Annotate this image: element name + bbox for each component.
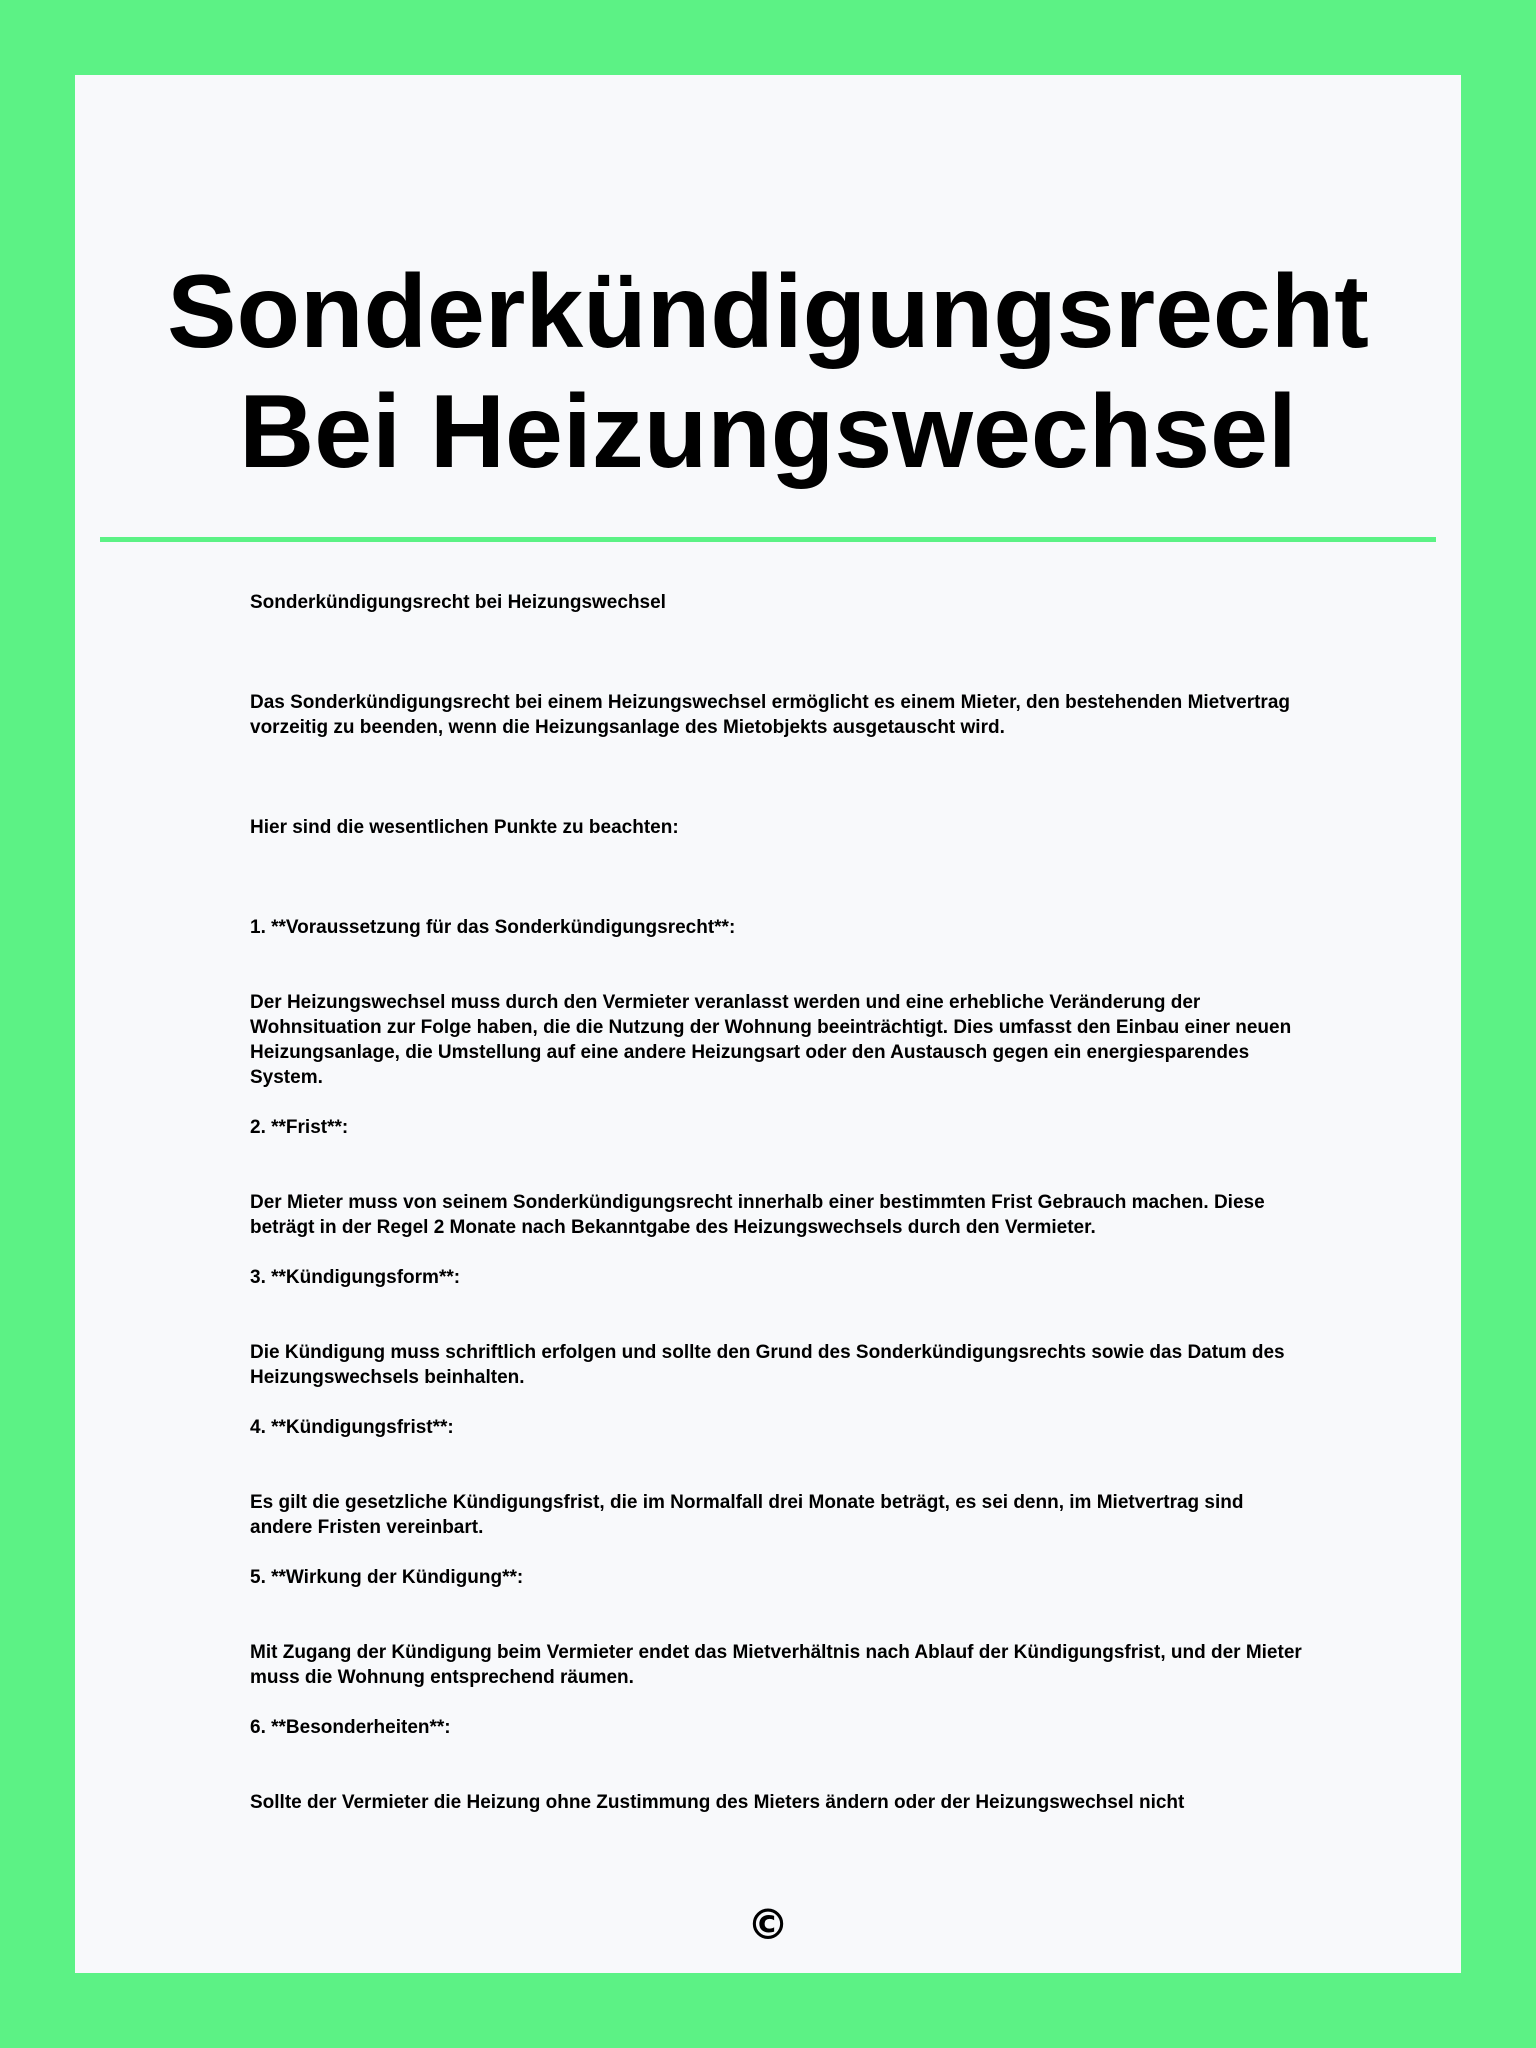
point-4-heading: 4. **Kündigungsfrist**: xyxy=(250,1417,454,1438)
document-page xyxy=(75,75,1461,1973)
point-6-text: Sollte der Vermieter die Heizung ohne Zustimmung des Mieters ändern oder der Heizungswechsel nicht xyxy=(250,1792,1185,1813)
point-2-text: Der Mieter muss von seinem Sonderkündigungsrecht innerhalb einer bestimmten Frist Gebrauch machen. Diese beträgt in der Regel 2 Monate nach Bekanntgabe des Heizungswechsels durch den Vermieter. xyxy=(250,1192,1265,1238)
point-5-heading: 5. **Wirkung der Kündigung**: xyxy=(250,1567,524,1588)
point-2-heading: 2. **Frist**: xyxy=(250,1117,349,1138)
point-3-text: Die Kündigung muss schriftlich erfolgen und sollte den Grund des Sonderkündigungsrechts sowie das Datum des Heizungswechsels beinhalten. xyxy=(250,1342,1285,1388)
title-divider xyxy=(100,537,1436,542)
page-title: Sonderkündigungsrecht Bei Heizungswechsel xyxy=(167,254,1369,490)
point-1-text: Der Heizungswechsel muss durch den Vermieter veranlasst werden und eine erhebliche Veränderung der Wohnsituation zur Folge haben, die die Nutzung der Wohnung beeinträchtigt. Dies umfasst den Einbau einer neuen Heizungsanlage, die Umstellung auf eine andere Heizungsart oder den Austausch gegen ein energiesparendes System. xyxy=(250,992,1292,1088)
point-5-text: Mit Zugang der Kündigung beim Vermieter endet das Mietverhältnis nach Ablauf der Kündigungsfrist, und der Mieter muss die Wohnung entsprechend räumen. xyxy=(250,1642,1302,1688)
point-6-heading: 6. **Besonderheiten**: xyxy=(250,1717,451,1738)
point-3-heading: 3. **Kündigungsform**: xyxy=(250,1267,461,1288)
body-heading: Sonderkündigungsrecht bei Heizungswechsel xyxy=(250,592,666,613)
copyright-icon: © xyxy=(747,1900,789,1949)
point-1-heading: 1. **Voraussetzung für das Sonderkündigungsrecht**: xyxy=(250,917,736,938)
point-4-text: Es gilt die gesetzliche Kündigungsfrist, die im Normalfall drei Monate beträgt, es sei denn, im Mietvertrag sind andere Fristen vereinbart. xyxy=(250,1492,1244,1538)
intro-paragraph: Das Sonderkündigungsrecht bei einem Heizungswechsel ermöglicht es einem Mieter, den bestehenden Mietvertrag vorzeitig zu beenden, wenn die Heizungsanlage des Mietobjekts ausgetauscht wird. xyxy=(250,692,1290,738)
points-intro: Hier sind die wesentlichen Punkte zu beachten: xyxy=(250,817,679,838)
